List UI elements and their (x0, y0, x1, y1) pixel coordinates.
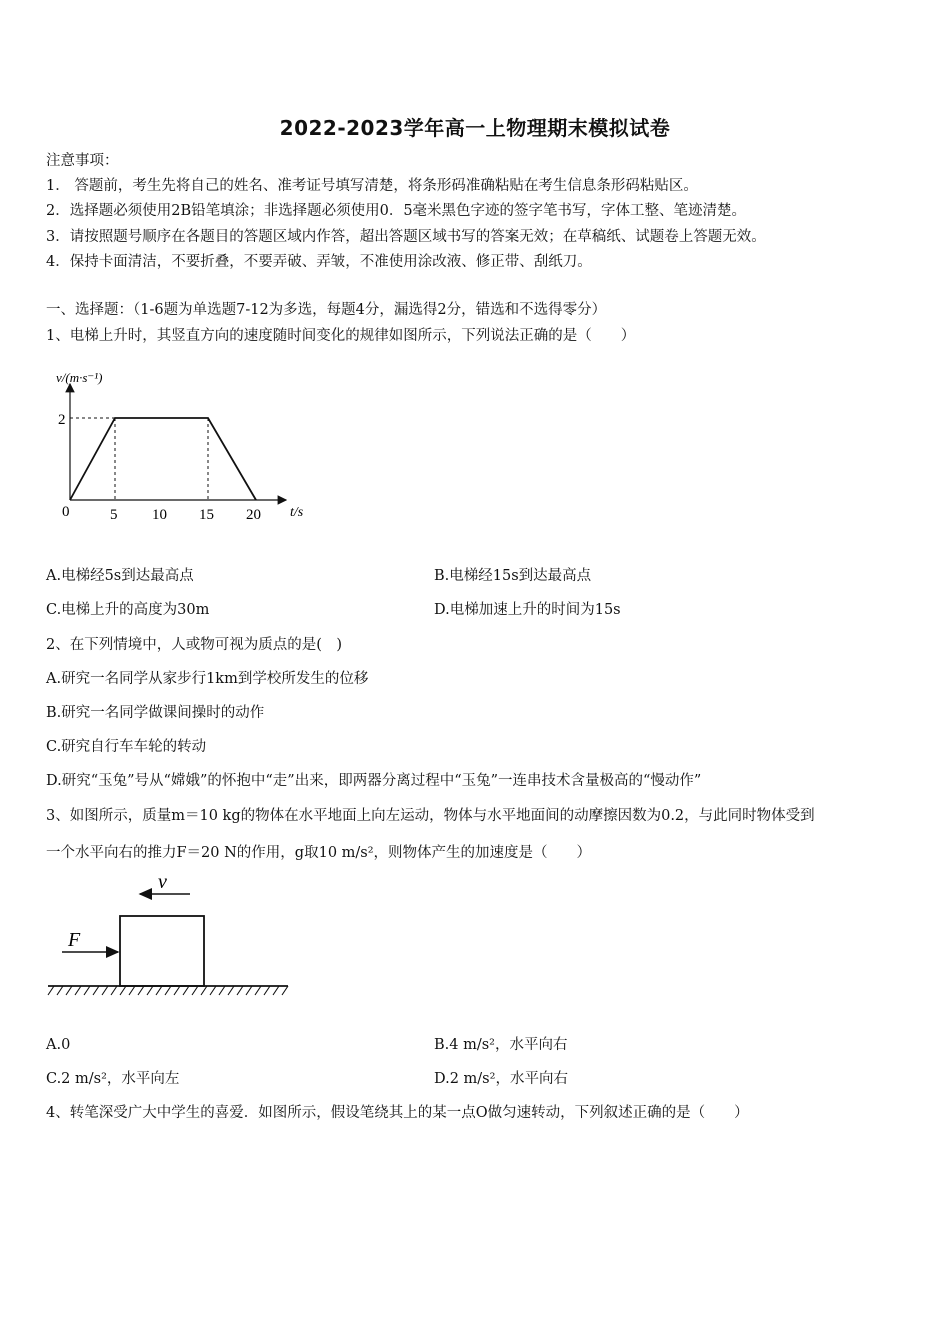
q1-stem: 1、电梯上升时，其竖直方向的速度随时间变化的规律如图所示，下列说法正确的是（ ） (46, 328, 636, 344)
q2-option-a: A.研究一名同学从家步行1km到学校所发生的位移 (46, 671, 369, 687)
velocity-curve (70, 418, 256, 500)
y-axis-label: v/(m·s⁻¹) (56, 370, 103, 385)
notice-item-3: 3．请按照题号顺序在各题目的答题区域内作答，超出答题区域书写的答案无效；在草稿纸、试题卷上答题无效。 (46, 229, 766, 245)
x-tick-15: 15 (199, 507, 214, 523)
q1-option-d: D.电梯加速上升的时间为15s (434, 602, 621, 618)
block (120, 916, 204, 986)
y-tick-2: 2 (58, 412, 66, 428)
x-tick-5: 5 (110, 507, 118, 523)
q2-option-d: D.研究“玉兔”号从“嫦娥”的怀抱中“走”出来，即两器分离过程中“玉兔”一连串技术含量极高的“慢动作” (46, 773, 702, 789)
q3-option-b: B.4 m/s²，水平向右 (434, 1037, 568, 1053)
origin-label: 0 (62, 504, 70, 520)
q3-option-d: D.2 m/s²，水平向右 (434, 1071, 568, 1087)
q3-option-c: C.2 m/s²，水平向左 (46, 1071, 180, 1087)
notice-item-4: 4．保持卡面清洁，不要折叠，不要弄破、弄皱，不准使用涂改液、修正带、刮纸刀。 (46, 254, 592, 270)
velocity-label: v (158, 871, 167, 893)
q4-stem: 4、转笔深受广大中学生的喜爱．如图所示，假设笔绕其上的某一点O做匀速转动，下列叙述正确的是（ ） (46, 1105, 749, 1121)
q3-option-a: A.0 (46, 1037, 71, 1053)
notice-heading: 注意事项： (46, 153, 119, 169)
force-label: F (68, 929, 81, 951)
x-tick-10: 10 (152, 507, 167, 523)
q3-stem-line2: 一个水平向右的推力F＝20 N的作用，g取10 m/s²，则物体产生的加速度是（ ） (46, 845, 592, 861)
q2-option-c: C.研究自行车车轮的转动 (46, 739, 207, 755)
q2-stem: 2、在下列情境中，人或物可视为质点的是( ) (46, 637, 343, 653)
q3-stem-line1: 3、如图所示，质量m＝10 kg的物体在水平地面上向左运动，物体与水平地面间的动摩擦因数为0.2，与此同时物体受到 (46, 808, 815, 824)
x-tick-20: 20 (246, 507, 261, 523)
ground-hatching (48, 986, 288, 995)
q1-option-c: C.电梯上升的高度为30m (46, 602, 210, 618)
x-axis-label: t/s (290, 505, 304, 520)
q2-option-b: B.研究一名同学做课间操时的动作 (46, 705, 265, 721)
page-title: 2022-2023学年高一上物理期末模拟试卷 (279, 116, 671, 140)
q1-option-b: B.电梯经15s到达最高点 (434, 568, 592, 584)
q3-force-diagram (44, 868, 294, 1000)
notice-item-2: 2．选择题必须使用2B铅笔填涂；非选择题必须使用0．5毫米黑色字迹的签字笔书写，字体工整、笔迹清楚。 (46, 203, 747, 219)
q1-vt-graph (46, 362, 326, 534)
q1-option-a: A.电梯经5s到达最高点 (46, 568, 194, 584)
section-heading: 一、选择题：（1-6题为单选题7-12为多选，每题4分，漏选得2分，错选和不选得零分） (46, 302, 607, 318)
notice-item-1: 1． 答题前，考生先将自己的姓名、准考证号填写清楚，将条形码准确粘贴在考生信息条形码粘贴区。 (46, 178, 698, 194)
